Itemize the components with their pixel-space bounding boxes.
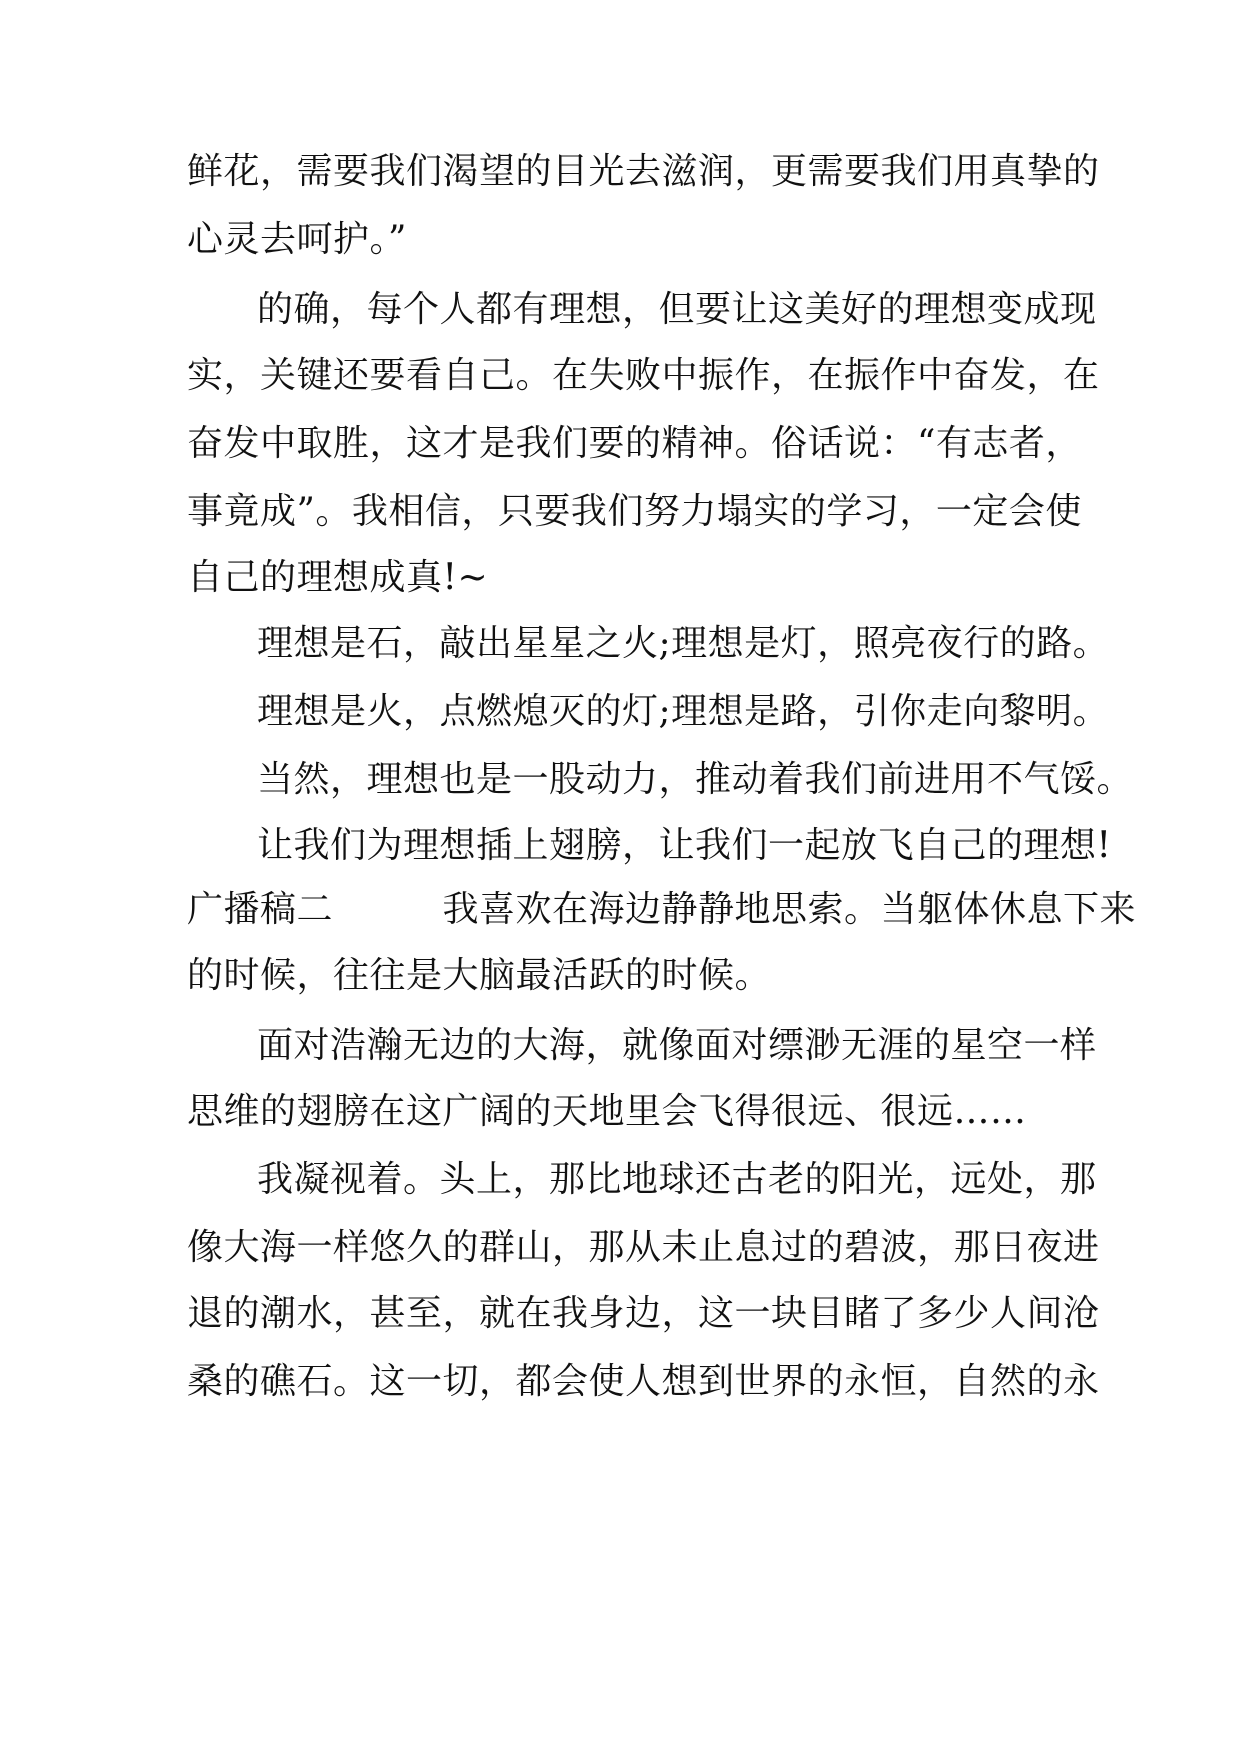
text-line: 退的潮水，甚至，就在我身边，这一块目睹了多少人间沧: [187, 1293, 1100, 1334]
text-line: 思维的翅膀在这广阔的天地里会飞得很远、很远……: [187, 1091, 1027, 1132]
text-line: 自己的理想成真!~: [187, 557, 489, 598]
text-line: 让我们为理想插上翅膀，让我们一起放飞自己的理想!: [257, 825, 1112, 866]
text-line: 的时候，往往是大脑最活跃的时候。: [187, 955, 772, 996]
text-line: 的确，每个人都有理想，但要让这美好的理想变成现: [257, 289, 1097, 330]
text-line: 我凝视着。头上，那比地球还古老的阳光，远处，那: [257, 1159, 1097, 1200]
section-heading-line: 广播稿二 我喜欢在海边静静地思索。当躯体休息下来: [187, 889, 1137, 930]
text-line: 奋发中取胜，这才是我们要的精神。俗话说：“有志者，: [187, 423, 1082, 464]
text-line: 桑的礁石。这一切，都会使人想到世界的永恒，自然的永: [187, 1361, 1100, 1402]
text-line: 鲜花，需要我们渴望的目光去滋润，更需要我们用真挚的: [187, 151, 1100, 192]
text-line: 理想是火，点燃熄灭的灯;理想是路，引你走向黎明。: [257, 691, 1110, 732]
text-line: 面对浩瀚无边的大海，就像面对缥渺无涯的星空一样: [257, 1025, 1097, 1066]
text-line: 心灵去呵护。”: [187, 219, 407, 260]
text-line: 实，关键还要看自己。在失败中振作，在振作中奋发，在: [187, 355, 1100, 396]
text-line: 像大海一样悠久的群山，那从未止息过的碧波，那日夜进: [187, 1227, 1100, 1268]
document-page: [187, 0, 1137, 1754]
text-line: 当然，理想也是一股动力，推动着我们前进用不气馁。: [257, 759, 1134, 800]
text-line: 事竟成”。我相信，只要我们努力塌实的学习，一定会使: [187, 491, 1082, 532]
text-line: 理想是石，敲出星星之火;理想是灯，照亮夜行的路。: [257, 623, 1110, 664]
